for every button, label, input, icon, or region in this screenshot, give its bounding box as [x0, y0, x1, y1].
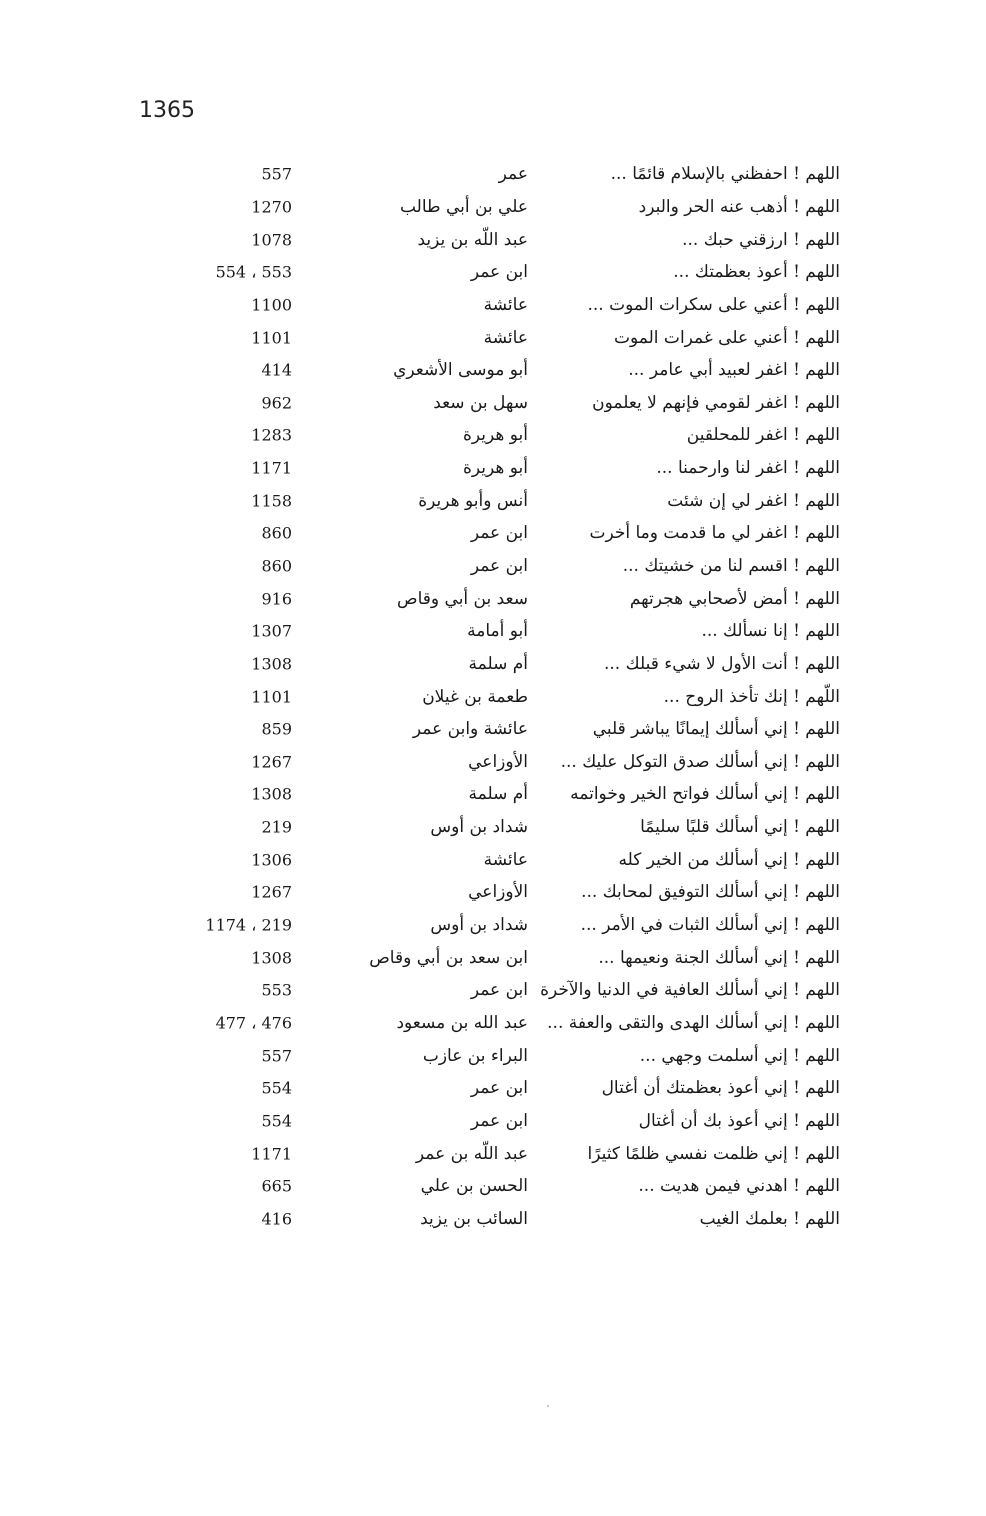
page-refs: 1101: [251, 328, 292, 348]
narrator-name: ابن عمر: [470, 1078, 528, 1099]
index-row: [190, 321, 840, 354]
dua-text: اللهم ! إني ظلمت نفسي ظلمًا كثيرًا: [587, 1143, 840, 1164]
page-refs: 557: [261, 164, 292, 184]
dua-text: اللهم ! إني أسألك الثبات في الأمر ...: [580, 915, 840, 936]
page-refs: 860: [261, 523, 292, 543]
index-row: [190, 648, 840, 681]
index-row: [190, 191, 840, 224]
narrator-name: ابن عمر: [470, 1110, 528, 1131]
index-row: [190, 256, 840, 289]
page-refs: 219 ، 1174: [205, 915, 292, 935]
page-refs: 1306: [251, 850, 292, 870]
narrator-name: شداد بن أوس: [430, 915, 528, 936]
dua-text: اللهم ! أذهب عنه الحر والبرد: [638, 196, 840, 217]
page-refs: 916: [261, 589, 292, 609]
index-row: [190, 452, 840, 485]
narrator-name: أبو هريرة: [462, 458, 528, 479]
index-row: [190, 941, 840, 974]
narrator-name: سعد بن أبي وقاص: [397, 588, 528, 609]
narrator-name: ابن عمر: [470, 262, 528, 283]
index-row: [190, 680, 840, 713]
dua-text: اللهم ! أعني على سكرات الموت ...: [587, 294, 840, 315]
narrator-name: أبو موسى الأشعري: [393, 360, 528, 381]
dua-text: اللهم ! إني أسألك التوفيق لمحابك ...: [581, 882, 840, 903]
page-number: 1365: [139, 98, 195, 123]
index-row: [190, 550, 840, 583]
page-refs: 1267: [251, 882, 292, 902]
index-row: [190, 1105, 840, 1138]
index-row: [190, 158, 840, 191]
page-refs: 1100: [251, 295, 292, 315]
page-refs: 1171: [251, 1144, 292, 1164]
page-refs: 416: [261, 1209, 292, 1229]
dua-text: اللهم ! اهدني فيمن هديت ...: [638, 1176, 840, 1197]
narrator-name: عائشة: [483, 294, 528, 315]
index-row: [190, 909, 840, 942]
page-refs: 1267: [251, 752, 292, 772]
page-refs: 1101: [251, 687, 292, 707]
narrator-name: ابن عمر: [470, 523, 528, 544]
dua-text: اللهم ! إني أسألك الجنة ونعيمها ...: [598, 947, 840, 968]
dua-text: اللهم ! اغفر لعبيد أبي عامر ...: [628, 360, 840, 381]
page-refs: 553: [261, 980, 292, 1000]
index-row: [190, 386, 840, 419]
narrator-name: شداد بن أوس: [430, 817, 528, 838]
dua-index-table: [190, 158, 840, 1235]
dua-text: اللهم ! احفظني بالإسلام قائمًا ...: [610, 164, 840, 185]
index-row: [190, 843, 840, 876]
dua-text: اللهم ! إني أعوذ بعظمتك أن أغتال: [601, 1078, 840, 1099]
index-row: [190, 223, 840, 256]
page-refs: 414: [261, 360, 292, 380]
index-row: [190, 1137, 840, 1170]
dua-text: اللهم ! إني أسلمت وجهي ...: [639, 1045, 840, 1066]
page-refs: 1308: [251, 654, 292, 674]
dua-text: اللهم ! أنت الأول لا شيء قبلك ...: [604, 653, 840, 674]
dua-text: اللهم ! إني أعوذ بك أن أغتال: [638, 1110, 840, 1131]
dua-text: اللهم ! بعلمك الغيب: [699, 1208, 840, 1229]
narrator-name: أنس وأبو هريرة: [418, 490, 528, 511]
page-refs: 1158: [251, 491, 292, 511]
index-row: [190, 974, 840, 1007]
index-row: [190, 746, 840, 779]
dua-text: اللهم ! اغفر لي إن شئت: [667, 490, 840, 511]
index-row: [190, 517, 840, 550]
narrator-name: أبو هريرة: [462, 425, 528, 446]
dua-text: اللهم ! إني أسألك إيمانًا يباشر قلبي: [592, 719, 840, 740]
index-row: [190, 713, 840, 746]
narrator-name: عبد الله بن مسعود: [396, 1012, 528, 1033]
dua-text: اللهم ! اغفر لي ما قدمت وما أخرت: [589, 523, 840, 544]
page-refs: 962: [261, 393, 292, 413]
dua-text: اللهم ! إني أسألك قلبًا سليمًا: [640, 817, 840, 838]
index-row: [190, 1072, 840, 1105]
index-row: [190, 1007, 840, 1040]
page-refs: 554: [261, 1078, 292, 1098]
dua-text: اللهم ! إني أسألك العافية في الدنيا والآخرة: [540, 980, 840, 1001]
page-refs: 553 ، 554: [215, 262, 292, 282]
page-refs: 557: [261, 1046, 292, 1066]
dua-text: اللهم ! إني أسألك صدق التوكل عليك ...: [560, 751, 840, 772]
page-refs: 1283: [251, 425, 292, 445]
page-refs: 1078: [251, 230, 292, 250]
narrator-name: أم سلمة: [468, 784, 528, 805]
dua-text: اللهم ! اقسم لنا من خشيتك ...: [622, 556, 840, 576]
narrator-name: عائشة وابن عمر: [412, 719, 528, 740]
index-row: [190, 484, 840, 517]
narrator-name: عائشة: [483, 327, 528, 348]
narrator-name: أبو أمامة: [467, 621, 528, 642]
page-refs: 219: [261, 817, 292, 837]
page-refs: 1308: [251, 784, 292, 804]
index-row: [190, 1039, 840, 1072]
page-refs: 476 ، 477: [215, 1013, 292, 1033]
dua-text: اللهم ! أعني على غمرات الموت: [614, 327, 840, 348]
narrator-name: عبد اللّه بن يزيد: [417, 229, 528, 250]
narrator-name: ابن سعد بن أبي وقاص: [369, 947, 528, 968]
index-row: [190, 1170, 840, 1203]
page-refs: 554: [261, 1111, 292, 1131]
page-refs: 1270: [251, 197, 292, 217]
dua-text: اللهم ! أمض لأصحابي هجرتهم: [629, 588, 840, 609]
index-row: [190, 419, 840, 452]
narrator-name: أم سلمة: [468, 653, 528, 674]
index-row: [190, 582, 840, 615]
page-refs: 1307: [251, 621, 292, 641]
index-row: [190, 289, 840, 322]
dua-text: اللهم ! اغفر للمحلقين: [686, 425, 840, 446]
dua-text: اللهم ! اغفر لنا وارحمنا ...: [656, 458, 840, 479]
narrator-name: ابن عمر: [470, 980, 528, 1001]
scan-speck: [547, 1405, 549, 1407]
dua-text: اللهم ! إني أسألك فواتح الخير وخواتمه: [570, 784, 840, 805]
narrator-name: الأوزاعي: [468, 751, 528, 772]
index-row: [190, 876, 840, 909]
dua-text: اللهم ! اغفر لقومي فإنهم لا يعلمون: [592, 392, 840, 413]
narrator-name: سهل بن سعد: [433, 392, 528, 413]
index-row: [190, 811, 840, 844]
page-refs: 1308: [251, 948, 292, 968]
page-refs: 1171: [251, 458, 292, 478]
narrator-name: عائشة: [483, 849, 528, 870]
narrator-name: البراء بن عازب: [422, 1045, 528, 1066]
dua-text: اللهم ! إني أسألك الهدى والتقى والعفة ...: [547, 1012, 840, 1033]
narrator-name: عبد اللّه بن عمر: [415, 1143, 528, 1164]
page-refs: 665: [261, 1176, 292, 1196]
narrator-name: الأوزاعي: [468, 882, 528, 903]
narrator-name: السائب بن يزيد: [420, 1208, 528, 1229]
dua-text: اللهم ! إنا نسألك ...: [701, 621, 840, 642]
dua-text: اللهم ! ارزقني حبك ...: [682, 229, 840, 250]
page-refs: 860: [261, 556, 292, 576]
index-row: [190, 354, 840, 387]
narrator-name: الحسن بن علي: [420, 1176, 528, 1197]
narrator-name: عمر: [498, 164, 528, 185]
dua-text: اللّهم ! إنك تأخذ الروح ...: [663, 686, 840, 707]
narrator-name: علي بن أبي طالب: [399, 196, 528, 217]
index-row: [190, 778, 840, 811]
narrator-name: طعمة بن غيلان: [422, 686, 528, 707]
index-row: [190, 615, 840, 648]
page-refs: 859: [261, 719, 292, 739]
narrator-name: ابن عمر: [470, 556, 528, 576]
index-row: [190, 1203, 840, 1236]
dua-text: اللهم ! إني أسألك من الخير كله: [618, 849, 840, 870]
dua-text: اللهم ! أعوذ بعظمتك ...: [673, 262, 840, 283]
